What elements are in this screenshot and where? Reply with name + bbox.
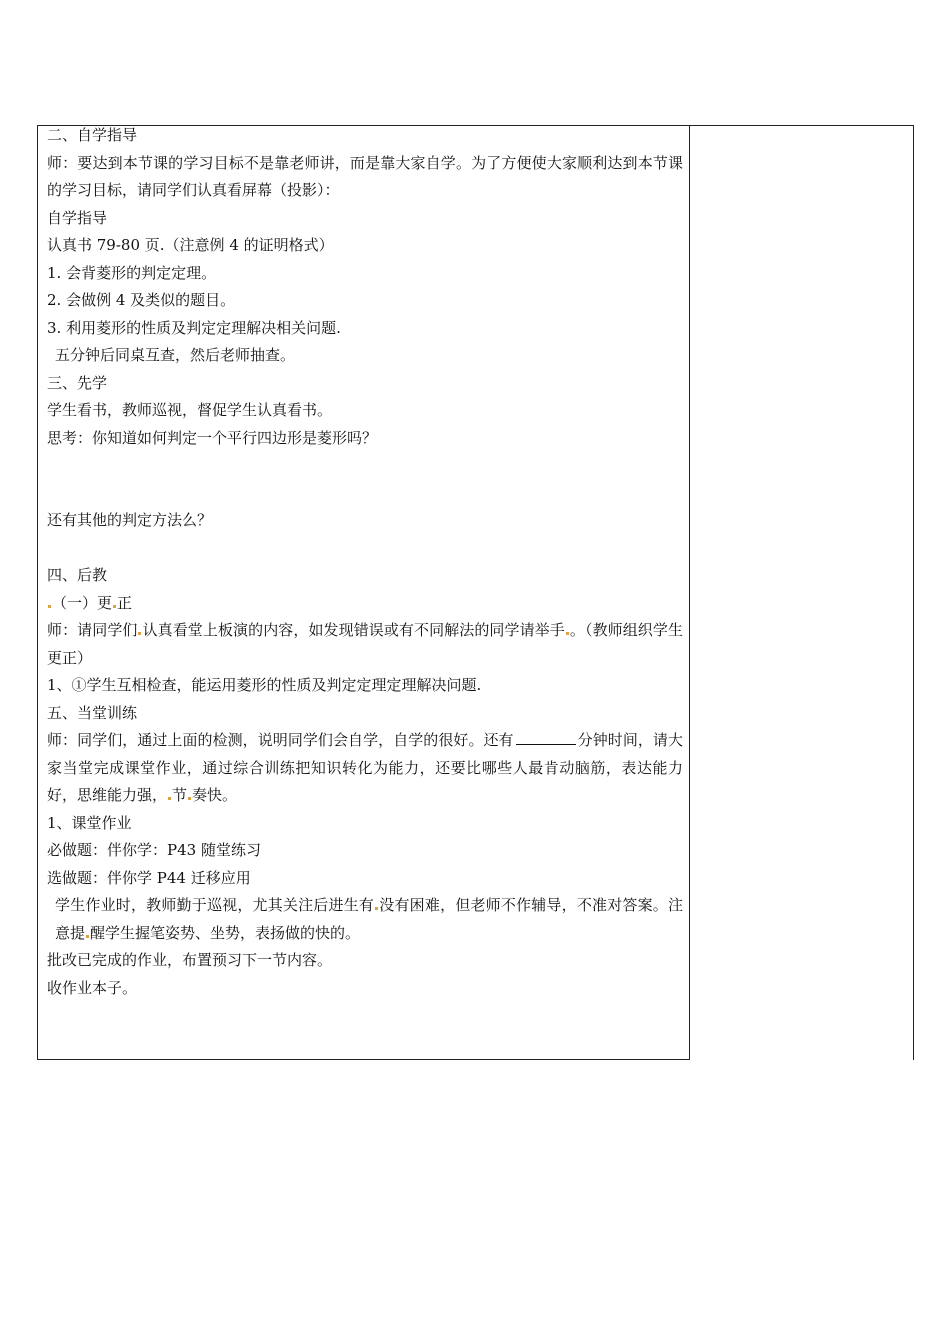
paragraph-teacher-intro: 师：要达到本节课的学习目标不是靠老师讲，而是靠大家自学。为了方便使大家顺利达到本节课的学习目标，请同学们认真看屏幕（投影）：: [47, 153, 683, 199]
text-collect-notebooks: 收作业本子。: [47, 978, 138, 997]
text-other-methods: 还有其他的判定方法么？: [47, 511, 213, 529]
section-heading-class-training: 五、当堂训练: [47, 703, 138, 722]
fill-in-blank: [516, 730, 576, 745]
highlight-mark: [188, 797, 191, 800]
blank-space: [47, 452, 683, 507]
highlight-mark: [86, 935, 89, 938]
text-think-question: 思考：你知道如何判定一个平行四边形是菱形吗？: [47, 428, 378, 447]
list-item-2: 2. 会做例 4 及类似的题目。: [47, 291, 236, 309]
text-students-read: 学生看书，教师巡视，督促学生认真看书。: [47, 401, 333, 419]
subheading-self-study-guide: 自学指导: [47, 208, 108, 227]
list-item-1: 1. 会背菱形的判定定理。: [47, 263, 217, 282]
paragraph-homework-supervision: 学生作业时，教师勤于巡视，尤其关注后进生有 没有困难，但老师不作辅导，不准对答案。注意提 醒学生握笔姿势、坐势，表扬做的快的。: [55, 896, 683, 942]
text-grade-homework: 批改已完成的作业，布置预习下一节内容。: [47, 951, 333, 969]
highlight-mark: [113, 605, 116, 608]
text-reading-pages: 认真书 79-80 页.（注意例 4 的证明格式）: [47, 236, 334, 254]
highlight-mark: [566, 632, 569, 635]
blank-space: [47, 535, 683, 563]
text-mutual-check: 1、①学生互相检查，能运用菱形的性质及判定定理定理解决问题.: [47, 676, 482, 694]
list-item-3: 3. 利用菱形的性质及判定定理解决相关问题.: [47, 318, 341, 337]
subheading-classwork: 1、课堂作业: [47, 813, 132, 832]
highlight-mark: [168, 797, 171, 800]
section-heading-learn-first: 三、先学: [47, 373, 108, 392]
highlight-mark: [48, 605, 51, 608]
section-heading-self-study: 二、自学指导: [47, 126, 138, 144]
paragraph-teacher-training: 师：同学们，通过上面的检测，说明同学们会自学，自学的很好。还有 分钟时间，请大家当堂完成课堂作业，通过综合训练把知识转化为能力，还要比哪些人最肯动脑筋，表达能力好，思维能力强， 节 奏快。: [47, 731, 683, 804]
highlight-mark: [375, 907, 378, 910]
section-heading-teach-after: 四、后教: [47, 566, 108, 584]
subheading-correction: （一）更 正: [47, 590, 683, 618]
text-required-exercise: 必做题：伴你学：P43 随堂练习: [47, 841, 261, 859]
text-optional-exercise: 选做题：伴你学 P44 迁移应用: [47, 868, 251, 887]
table-right-border: [913, 125, 914, 1060]
paragraph-teacher-correction: 师：请同学们 认真看堂上板演的内容，如发现错误或有不同解法的同学请举手 。（教师组织学生更正）: [47, 621, 683, 667]
text-peer-check: 五分钟后同桌互查，然后老师抽查。: [55, 346, 296, 364]
lesson-text: [47, 122, 683, 1002]
